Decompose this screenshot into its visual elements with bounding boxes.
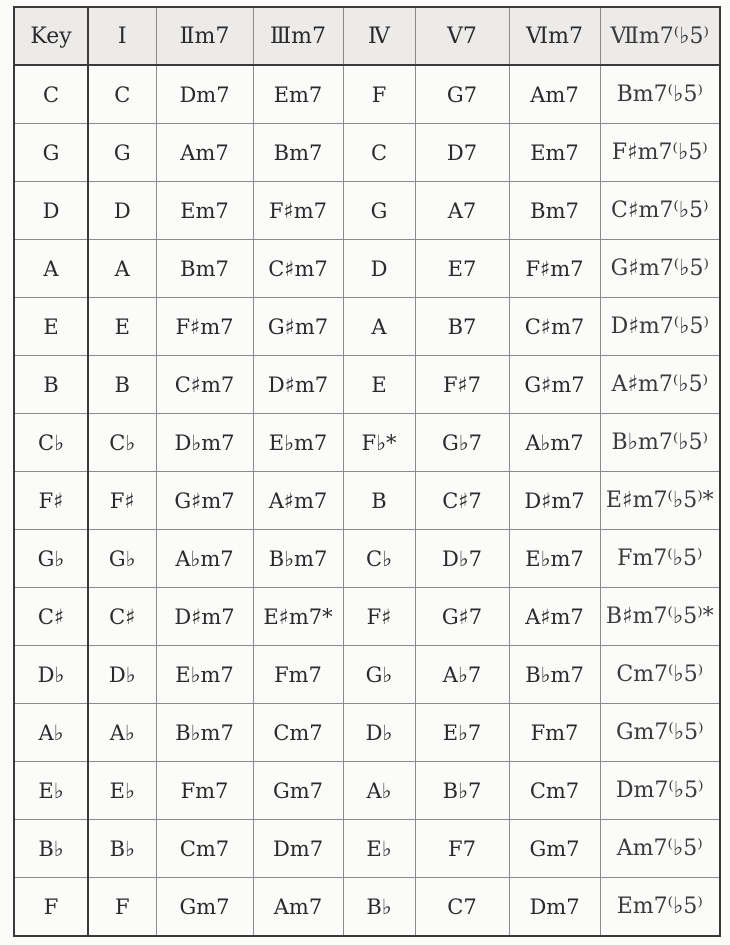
chord-cell-vi-m7: A♭m7 (509, 414, 600, 472)
chord-cell-ii-m7: C♯m7 (156, 356, 253, 414)
chord-cell-vi-m7: C♯m7 (509, 298, 600, 356)
chord-cell-vii-m7b5: B♯m7⁽♭5⁾* (600, 588, 720, 646)
key-cell: C (14, 65, 88, 124)
key-cell: E♭ (14, 762, 88, 820)
chord-cell-i: G (88, 124, 156, 182)
chord-cell-iv: A (343, 298, 415, 356)
chord-cell-v7: G7 (415, 65, 509, 124)
chord-cell-i: A (88, 240, 156, 298)
chord-cell-ii-m7: Dm7 (156, 65, 253, 124)
chord-cell-vi-m7: F♯m7 (509, 240, 600, 298)
key-cell: D♭ (14, 646, 88, 704)
chord-cell-vi-m7: Cm7 (509, 762, 600, 820)
chord-cell-v7: D7 (415, 124, 509, 182)
table-row (14, 298, 720, 356)
chord-cell-vii-m7b5: F♯m7⁽♭5⁾ (600, 124, 720, 182)
chord-cell-vii-m7b5: Am7⁽♭5⁾ (600, 820, 720, 878)
chord-cell-ii-m7: G♯m7 (156, 472, 253, 530)
table-row (14, 65, 720, 124)
chord-cell-iv: F♯ (343, 588, 415, 646)
table-row (14, 124, 720, 182)
chord-cell-i: A♭ (88, 704, 156, 762)
column-header-key: Key (14, 7, 88, 65)
chord-cell-vii-m7b5: B♭m7⁽♭5⁾ (600, 414, 720, 472)
chord-cell-iii-m7: Am7 (253, 878, 343, 937)
chord-cell-vi-m7: G♯m7 (509, 356, 600, 414)
chord-cell-ii-m7: F♯m7 (156, 298, 253, 356)
chord-cell-iii-m7: B♭m7 (253, 530, 343, 588)
chord-cell-iii-m7: D♯m7 (253, 356, 343, 414)
chord-cell-vii-m7b5: Cm7⁽♭5⁾ (600, 646, 720, 704)
chord-cell-iv: E (343, 356, 415, 414)
chord-cell-iii-m7: E♭m7 (253, 414, 343, 472)
table-row (14, 472, 720, 530)
chord-cell-iv: C♭ (343, 530, 415, 588)
chord-cell-i: E (88, 298, 156, 356)
chord-cell-vi-m7: D♯m7 (509, 472, 600, 530)
column-header-vii-m7b5: Ⅶm7⁽♭5⁾ (600, 7, 720, 65)
chord-cell-ii-m7: A♭m7 (156, 530, 253, 588)
chord-cell-v7: C♯7 (415, 472, 509, 530)
key-cell: B (14, 356, 88, 414)
header-row (14, 7, 720, 65)
chord-cell-vii-m7b5: Dm7⁽♭5⁾ (600, 762, 720, 820)
chord-cell-iii-m7: Em7 (253, 65, 343, 124)
chord-cell-ii-m7: D♯m7 (156, 588, 253, 646)
chord-cell-v7: E7 (415, 240, 509, 298)
chord-cell-iii-m7: Cm7 (253, 704, 343, 762)
chord-cell-vi-m7: Gm7 (509, 820, 600, 878)
chord-cell-vi-m7: B♭m7 (509, 646, 600, 704)
chord-cell-ii-m7: Am7 (156, 124, 253, 182)
chord-cell-iii-m7: E♯m7* (253, 588, 343, 646)
chord-cell-i: D (88, 182, 156, 240)
chord-cell-i: F♯ (88, 472, 156, 530)
chord-cell-iv: A♭ (343, 762, 415, 820)
chord-cell-ii-m7: Bm7 (156, 240, 253, 298)
chord-cell-vi-m7: Em7 (509, 124, 600, 182)
key-cell: G♭ (14, 530, 88, 588)
table-row (14, 182, 720, 240)
key-cell: C♭ (14, 414, 88, 472)
chord-cell-i: B (88, 356, 156, 414)
table-row (14, 646, 720, 704)
chord-cell-i: B♭ (88, 820, 156, 878)
column-header-vi-m7: Ⅵm7 (509, 7, 600, 65)
table-row (14, 414, 720, 472)
chord-cell-v7: F7 (415, 820, 509, 878)
chord-cell-ii-m7: Gm7 (156, 878, 253, 937)
chord-cell-v7: G♭7 (415, 414, 509, 472)
chord-cell-iii-m7: G♯m7 (253, 298, 343, 356)
key-cell: C♯ (14, 588, 88, 646)
chord-cell-iv: F♭* (343, 414, 415, 472)
chord-cell-vi-m7: Dm7 (509, 878, 600, 937)
chord-cell-vii-m7b5: D♯m7⁽♭5⁾ (600, 298, 720, 356)
chord-cell-v7: B♭7 (415, 762, 509, 820)
chord-cell-i: C♭ (88, 414, 156, 472)
chord-cell-iv: E♭ (343, 820, 415, 878)
chord-cell-vii-m7b5: Gm7⁽♭5⁾ (600, 704, 720, 762)
chord-cell-vii-m7b5: C♯m7⁽♭5⁾ (600, 182, 720, 240)
chord-cell-iv: F (343, 65, 415, 124)
chord-cell-ii-m7: Cm7 (156, 820, 253, 878)
chord-cell-ii-m7: B♭m7 (156, 704, 253, 762)
table-row (14, 704, 720, 762)
chord-cell-i: C♯ (88, 588, 156, 646)
chord-cell-v7: B7 (415, 298, 509, 356)
key-cell: G (14, 124, 88, 182)
chord-cell-vi-m7: Am7 (509, 65, 600, 124)
column-header-ii-m7: Ⅱm7 (156, 7, 253, 65)
diatonic-chord-table (13, 6, 721, 937)
chord-cell-ii-m7: D♭m7 (156, 414, 253, 472)
column-header-iv: Ⅳ (343, 7, 415, 65)
key-cell: F (14, 878, 88, 937)
chord-cell-iv: C (343, 124, 415, 182)
key-cell: E (14, 298, 88, 356)
chord-cell-vi-m7: Fm7 (509, 704, 600, 762)
key-cell: D (14, 182, 88, 240)
table-row (14, 240, 720, 298)
chord-cell-i: C (88, 65, 156, 124)
chord-cell-ii-m7: Fm7 (156, 762, 253, 820)
chord-cell-vii-m7b5: Em7⁽♭5⁾ (600, 878, 720, 937)
chord-cell-iii-m7: A♯m7 (253, 472, 343, 530)
table-body (14, 65, 720, 936)
table-row (14, 762, 720, 820)
chord-cell-v7: A7 (415, 182, 509, 240)
chord-cell-vii-m7b5: E♯m7⁽♭5⁾* (600, 472, 720, 530)
chord-cell-v7: A♭7 (415, 646, 509, 704)
chord-cell-v7: D♭7 (415, 530, 509, 588)
key-cell: F♯ (14, 472, 88, 530)
chord-cell-vii-m7b5: G♯m7⁽♭5⁾ (600, 240, 720, 298)
chord-cell-vi-m7: Bm7 (509, 182, 600, 240)
table-row (14, 588, 720, 646)
chord-cell-iv: D (343, 240, 415, 298)
chord-cell-vi-m7: A♯m7 (509, 588, 600, 646)
chord-cell-vi-m7: E♭m7 (509, 530, 600, 588)
chord-cell-iv: G (343, 182, 415, 240)
chord-cell-i: D♭ (88, 646, 156, 704)
chord-cell-v7: C7 (415, 878, 509, 937)
table-row (14, 530, 720, 588)
chord-cell-iii-m7: Bm7 (253, 124, 343, 182)
key-cell: A (14, 240, 88, 298)
chord-cell-i: E♭ (88, 762, 156, 820)
chord-cell-ii-m7: E♭m7 (156, 646, 253, 704)
chord-cell-v7: E♭7 (415, 704, 509, 762)
chord-cell-iii-m7: Dm7 (253, 820, 343, 878)
chord-cell-iv: B (343, 472, 415, 530)
chord-cell-vii-m7b5: Bm7⁽♭5⁾ (600, 65, 720, 124)
key-cell: B♭ (14, 820, 88, 878)
column-header-i: Ⅰ (88, 7, 156, 65)
chord-cell-v7: F♯7 (415, 356, 509, 414)
chord-cell-i: F (88, 878, 156, 937)
chord-cell-v7: G♯7 (415, 588, 509, 646)
chord-cell-i: G♭ (88, 530, 156, 588)
column-header-iii-m7: Ⅲm7 (253, 7, 343, 65)
column-header-v7: V7 (415, 7, 509, 65)
table-row (14, 356, 720, 414)
chord-cell-iii-m7: F♯m7 (253, 182, 343, 240)
chord-cell-iii-m7: Fm7 (253, 646, 343, 704)
table-row (14, 878, 720, 937)
chord-cell-vii-m7b5: A♯m7⁽♭5⁾ (600, 356, 720, 414)
chord-cell-ii-m7: Em7 (156, 182, 253, 240)
table-header (14, 7, 720, 65)
chord-cell-iv: G♭ (343, 646, 415, 704)
chord-cell-iii-m7: Gm7 (253, 762, 343, 820)
table-row (14, 820, 720, 878)
chord-cell-iv: B♭ (343, 878, 415, 937)
chord-cell-vii-m7b5: Fm7⁽♭5⁾ (600, 530, 720, 588)
key-cell: A♭ (14, 704, 88, 762)
chord-cell-iii-m7: C♯m7 (253, 240, 343, 298)
chord-cell-iv: D♭ (343, 704, 415, 762)
